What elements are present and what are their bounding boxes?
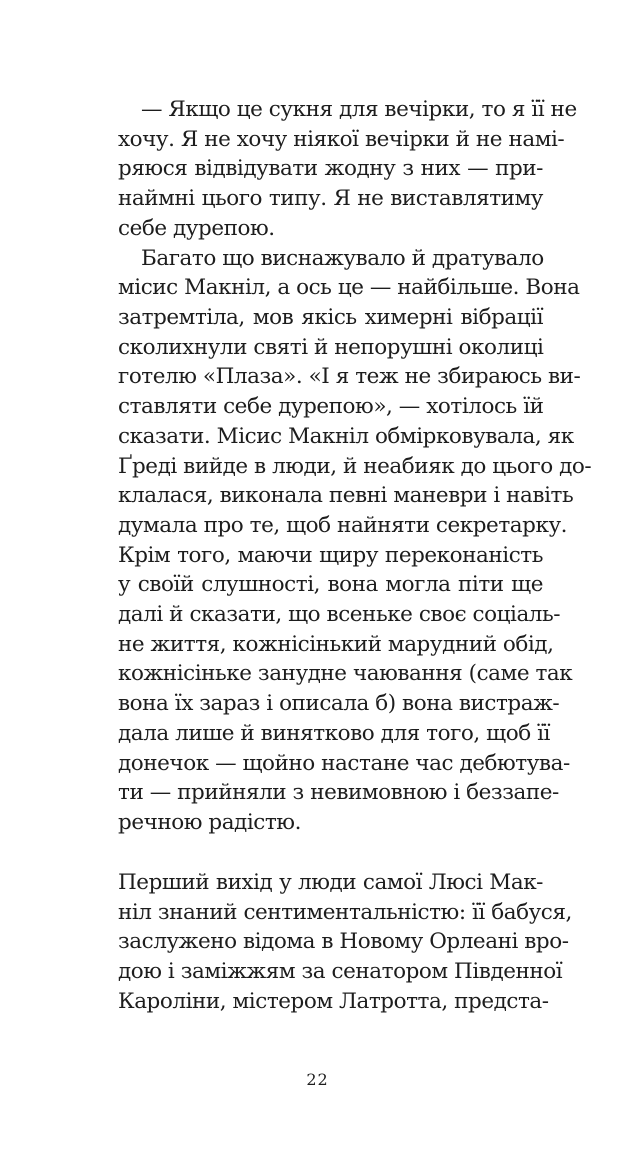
text-line: кожнісіньке занудне чаювання (саме так bbox=[118, 661, 573, 686]
text-line: думала про те, щоб найняти секретарку. bbox=[118, 513, 568, 538]
text-line: дою і заміжжям за сенатором Південної bbox=[118, 959, 563, 984]
text-line: далі й сказати, що всеньке своє соціаль- bbox=[118, 602, 561, 627]
text-line: Крім того, маючи щиру переконаність bbox=[118, 543, 543, 568]
text-line: у своїй слушності, вона могла піти ще bbox=[118, 572, 543, 597]
text-line: ряюся відвідувати жодну з них — при- bbox=[118, 156, 543, 181]
text-line: сказати. Місис Макніл обмірковувала, як bbox=[118, 424, 574, 449]
text-line: себе дурепою. bbox=[118, 216, 275, 241]
text-line: Багато що виснажувало й дратувало bbox=[141, 246, 544, 271]
text-line: наймні цього типу. Я не виставлятиму bbox=[118, 186, 543, 211]
text-line: заслужено відома в Новому Орлеані вро- bbox=[118, 929, 569, 954]
text-line: затремтіла, мов якісь химерні вібрації bbox=[118, 305, 543, 330]
text-line: — Якщо це сукня для вечірки, то я її не bbox=[141, 97, 577, 122]
text-line: донечок — щойно настане час дебютува- bbox=[118, 751, 570, 776]
text-line: місис Макніл, а ось це — найбільше. Вона bbox=[118, 275, 580, 300]
text-line: речною радістю. bbox=[118, 810, 301, 835]
text-line: ставляти себе дурепою», — хотілось їй bbox=[118, 394, 544, 419]
text-line: дала лише й винятково для того, щоб її bbox=[118, 721, 550, 746]
text-line: вона їх зараз і описала б) вона вистраж- bbox=[118, 691, 560, 716]
text-line: Ґреді вийде в люди, й неабияк до цього до- bbox=[118, 454, 592, 479]
text-line: Перший вихід у люди самої Люсі Мак- bbox=[118, 870, 543, 895]
text-line: сколихнули святі й непорушні околиці bbox=[118, 335, 544, 360]
page-number: 22 bbox=[306, 1070, 329, 1089]
text-line: не життя, кожнісінький марудний обід, bbox=[118, 632, 554, 657]
text-line: клалася, виконала певні маневри і навіть bbox=[118, 483, 574, 508]
text-line: ти — прийняли з невимовною і беззапе- bbox=[118, 780, 559, 805]
text-line: готелю «Плаза». «І я теж не збираюсь ви- bbox=[118, 364, 581, 389]
text-line: ніл знаний сентиментальністю: її бабуся, bbox=[118, 900, 572, 925]
text-line: хочу. Я не хочу ніякої вечірки й не намі- bbox=[118, 127, 565, 152]
text-line: Кароліни, містером Латротта, предста- bbox=[118, 989, 549, 1014]
